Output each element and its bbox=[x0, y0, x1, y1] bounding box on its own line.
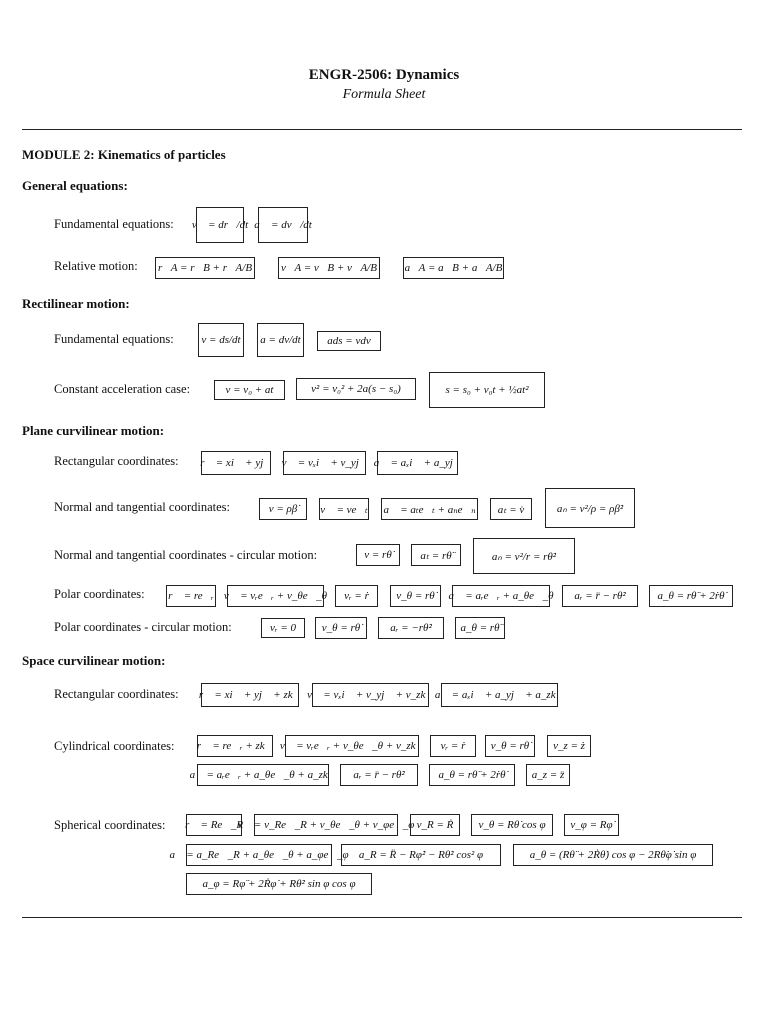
formula-cyl-vr: vᵣ = ṙ bbox=[430, 735, 476, 757]
section-rectilinear: Rectilinear motion: bbox=[22, 296, 130, 311]
formula-nt-an: aₙ = v²/ρ = ρβ̇² bbox=[545, 488, 635, 528]
formula-rel-position: r⃗A = r⃗B + r⃗A/B bbox=[155, 257, 255, 279]
formula-polarc-ar: aᵣ = −rθ̇² bbox=[378, 617, 444, 639]
section-general: General equations: bbox=[22, 178, 128, 193]
formula-polarc-atheta: a_θ = rθ̈ bbox=[455, 617, 505, 639]
formula-velocity-def: v⃗ = dr⃗/dt bbox=[196, 207, 244, 243]
label-pc-ntc: Normal and tangential coordinates - circular motion: bbox=[54, 548, 318, 562]
page-subtitle: Formula Sheet bbox=[342, 87, 426, 102]
label-sc-cyl: Cylindrical coordinates: bbox=[54, 739, 175, 753]
formula-sc-rect-v: v⃗ = vₓi⃗ + v_yj⃗ + v_zk⃗ bbox=[312, 683, 429, 707]
formula-cyl-v: v⃗ = vᵣe⃗ᵣ + v_θe⃗_θ + v_zk⃗ bbox=[285, 735, 419, 757]
formula-cyl-ar: aᵣ = r̈ − rθ̇² bbox=[340, 764, 418, 786]
formula-sph-a: a⃗ = a_Re⃗_R + a_θe⃗_θ + a_φe⃗_φ bbox=[186, 844, 332, 866]
formula-polar-atheta: a_θ = rθ̈ + 2ṙθ̇ bbox=[649, 585, 733, 607]
label-rl-const: Constant acceleration case: bbox=[54, 382, 191, 396]
formula-sph-atheta: a_θ = (Rθ̈ + 2Ṙθ̇) cos φ − 2Rθ̇φ̇ sin φ bbox=[513, 844, 713, 866]
formula-nt-a: a⃗ = aₜe⃗ₜ + aₙe⃗ₙ bbox=[381, 498, 478, 520]
formula-nt-v: v = ρβ̇ bbox=[259, 498, 307, 520]
section-plane: Plane curvilinear motion: bbox=[22, 423, 165, 438]
formula-rl-acceleration: a = dv/dt bbox=[257, 323, 304, 357]
label-gen-rel: Relative motion: bbox=[54, 259, 138, 273]
label-gen-fund: Fundamental equations: bbox=[54, 217, 174, 231]
formula-rel-velocity: v⃗A = v⃗B + v⃗A/B bbox=[278, 257, 380, 279]
formula-pc-rect-r: r⃗ = xi⃗ + yj⃗ bbox=[201, 451, 271, 475]
label-pc-nt: Normal and tangential coordinates: bbox=[54, 500, 230, 514]
formula-sc-rect-a: a⃗ = aₓi⃗ + a_yj⃗ + a_zk⃗ bbox=[441, 683, 558, 707]
formula-cyl-r: r⃗ = re⃗ᵣ + zk⃗ bbox=[197, 735, 273, 757]
formula-rl-velocity: v = ds/dt bbox=[198, 323, 244, 357]
label-sc-sph: Spherical coordinates: bbox=[54, 818, 166, 832]
formula-cyl-vz: v_z = ż bbox=[547, 735, 591, 757]
formula-polar-r: r⃗ = re⃗ᵣ bbox=[166, 585, 216, 607]
bottom-rule bbox=[22, 917, 742, 918]
section-space: Space curvilinear motion: bbox=[22, 653, 166, 668]
formula-const-v2: v² = v₀² + 2a(s − s₀) bbox=[296, 378, 416, 400]
formula-nt-at: aₜ = v̇ bbox=[490, 498, 532, 520]
formula-sph-r: r⃗ = Re⃗_R bbox=[186, 814, 242, 836]
formula-sph-vR: v_R = Ṙ bbox=[410, 814, 460, 836]
formula-sc-rect-r: r⃗ = xi⃗ + yj⃗ + zk⃗ bbox=[201, 683, 299, 707]
module-title: MODULE 2: Kinematics of particles bbox=[22, 147, 226, 162]
formula-polar-ar: aᵣ = r̈ − rθ̇² bbox=[562, 585, 638, 607]
formula-ntc-at: aₜ = rθ̈ bbox=[411, 544, 461, 566]
formula-nt-vvec: v⃗ = ve⃗ₜ bbox=[319, 498, 369, 520]
formula-ntc-an: aₙ = v²/r = rθ̇² bbox=[473, 538, 575, 574]
formula-acceleration-def: a⃗ = dv⃗/dt bbox=[258, 207, 308, 243]
label-sc-rect: Rectangular coordinates: bbox=[54, 687, 179, 701]
formula-cyl-vtheta: v_θ = rθ̇ bbox=[485, 735, 535, 757]
label-rl-fund: Fundamental equations: bbox=[54, 332, 174, 346]
formula-rl-ads: ads = vdv bbox=[317, 331, 381, 351]
top-rule bbox=[22, 129, 742, 130]
formula-polarc-vr: vᵣ = 0 bbox=[261, 618, 305, 638]
formula-polar-v: v⃗ = vᵣe⃗ᵣ + v_θe⃗_θ bbox=[227, 585, 324, 607]
formula-pc-rect-a: a⃗ = aₓi⃗ + a_yj⃗ bbox=[377, 451, 458, 475]
formula-rel-acceleration: a⃗A = a⃗B + a⃗A/B bbox=[403, 257, 504, 279]
formula-sph-vtheta: v_θ = Rθ̇ cos φ bbox=[471, 814, 553, 836]
formula-polar-vtheta: v_θ = rθ̇ bbox=[390, 585, 441, 607]
formula-sph-v: v⃗ = v_Re⃗_R + v_θe⃗_θ + v_φe⃗_φ bbox=[254, 814, 398, 836]
formula-const-s: s = s₀ + v₀t + ½at² bbox=[429, 372, 545, 408]
formula-ntc-v: v = rθ̇ bbox=[356, 544, 400, 566]
formula-polarc-vtheta: v_θ = rθ̇ bbox=[315, 617, 367, 639]
formula-sph-aphi: a_φ = Rφ̈ + 2Ṙφ̇ + Rθ̇² sin φ cos φ bbox=[186, 873, 372, 895]
formula-sph-aR: a_R = R̈ − Rφ̇² − Rθ̇² cos² φ bbox=[341, 844, 501, 866]
formula-polar-a: a⃗ = aᵣe⃗ᵣ + a_θe⃗_θ bbox=[452, 585, 550, 607]
formula-pc-rect-v: v⃗ = vₓi⃗ + v_yj⃗ bbox=[283, 451, 366, 475]
page-title: ENGR-2506: Dynamics bbox=[308, 67, 460, 83]
formula-cyl-a: a⃗ = aᵣe⃗ᵣ + a_θe⃗_θ + a_zk⃗ bbox=[197, 764, 329, 786]
formula-sph-vphi: v_φ = Rφ̇ bbox=[564, 814, 619, 836]
label-pc-polarc: Polar coordinates - circular motion: bbox=[54, 620, 232, 634]
label-pc-polar: Polar coordinates: bbox=[54, 587, 145, 601]
label-pc-rect: Rectangular coordinates: bbox=[54, 454, 179, 468]
formula-const-v: v = v₀ + at bbox=[214, 380, 285, 400]
formula-cyl-atheta: a_θ = rθ̈ + 2ṙθ̇ bbox=[429, 764, 515, 786]
formula-cyl-az: a_z = z̈ bbox=[526, 764, 570, 786]
formula-polar-vr: vᵣ = ṙ bbox=[335, 585, 378, 607]
